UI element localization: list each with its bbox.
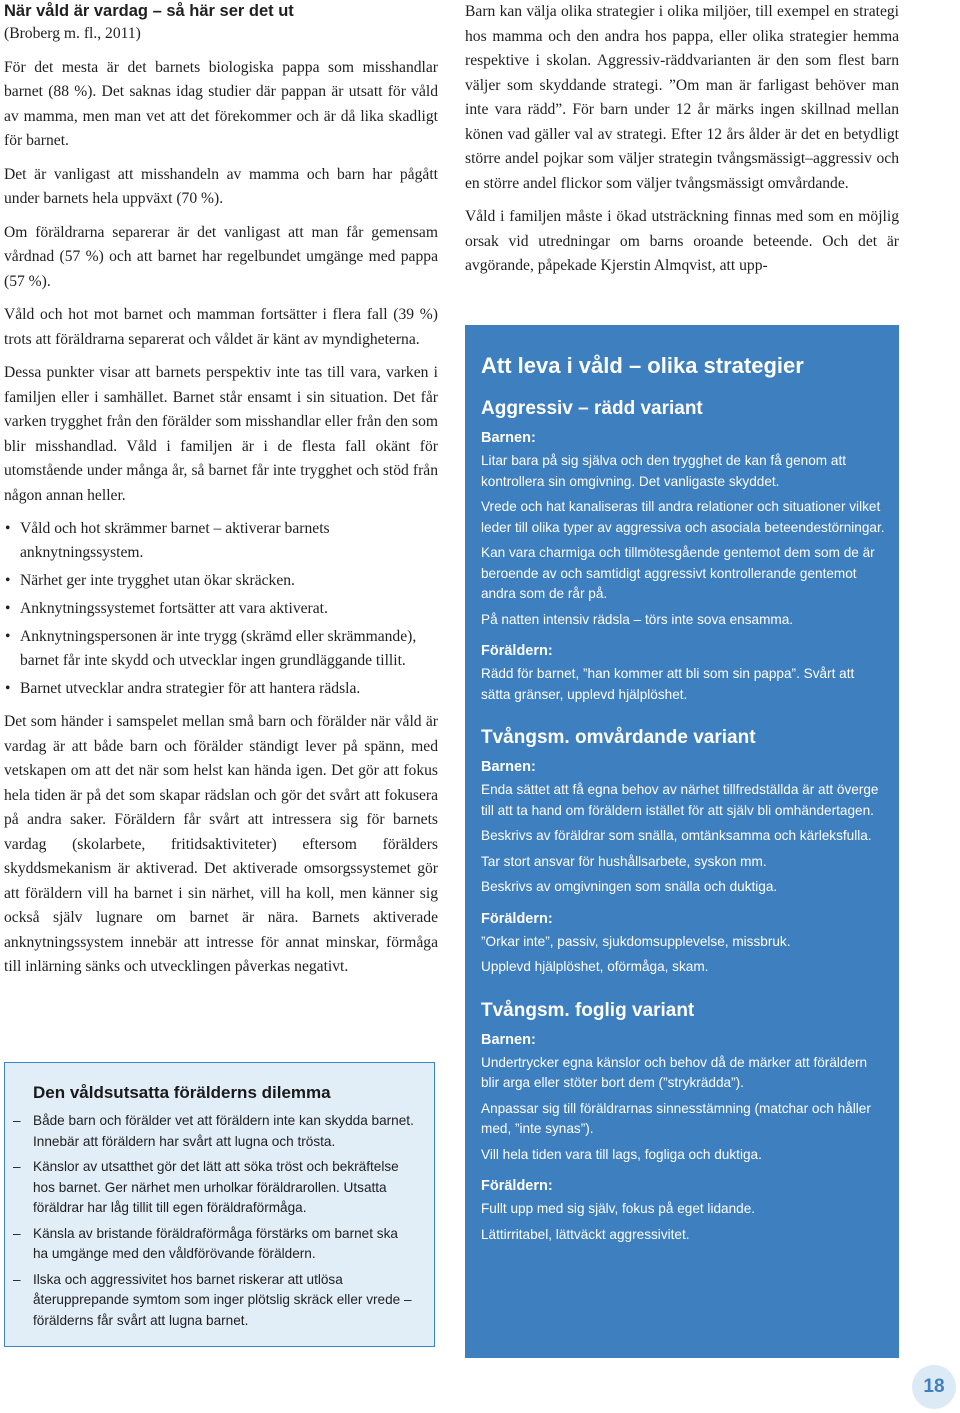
list-item: • Närhet ger inte trygghet utan ökar skräcken. (4, 569, 438, 593)
right-paragraph-1: Barn kan välja olika strategier i olika miljöer, till exempel en strategi hos mamma och den andra hos pappa, eller olika strategier hemma respektive i skolan. Aggressiv-räddvarianten är den som flest barn väljer som skyddande strategi. ”Om man är farligast behöver man inte vara rädd”. För barn under 12 år märks ingen skillnad mellan könen vad gäller val av strategi. Efter 12 års ålder är det en betydligt större andel pojkar som väljer strategin tvångsmässigt–aggressiv och en större andel flickor som väljer tvångsmässigt omvårdande. (465, 3, 899, 192)
citation: (Broberg m. fl., 2011) (4, 25, 141, 42)
parent-item: Rädd för barnet, ”han kommer att bli som sin pappa”. Svårt att sätta gränser, upplevd hjälplöshet. (481, 666, 855, 702)
panel-title: Att leva i våld – olika strategier (481, 353, 804, 378)
paragraph-5: Dessa punkter visar att barnets perspektiv inte tas till vara, varken i familjen eller i samhället. Barnet står ensamt i sin situation. Det får varken trygghet från den förälder som misshandlar eller från den som blir misshandlad. Våld i familjen är i de flesta fall okänt för utomstående under många år, så barnet får inte trygghet och stöd från någon annan heller. (4, 364, 438, 504)
parent-label: Föräldern: (481, 1178, 553, 1194)
list-item: – Känsla av bristande föräldraförmåga förstärks om barnet ska ha umgänge med den våldförövande föräldern. (13, 1225, 398, 1261)
dilemma-box (4, 1062, 435, 1347)
paragraph-4: Våld och hot mot barnet och mamman fortsätter i flera fall (39 %) trots att föräldrarna separerat och våldet är känt av myndigheterna. (4, 306, 438, 348)
child-item: Tar stort ansvar för hushållsarbete, syskon mm. (481, 853, 767, 869)
child-label: Barnen: (481, 759, 536, 775)
parent-item: Lättirritabel, lättväckt aggressivitet. (481, 1226, 690, 1242)
child-item: Beskrivs av omgivningen som snälla och duktiga. (481, 879, 778, 894)
bullet-icon: • (5, 628, 11, 645)
variant-title: Aggressiv – rädd variant (481, 398, 703, 419)
parent-label: Föräldern: (481, 910, 553, 927)
bullet-icon: • (5, 600, 11, 617)
dash-icon: – (13, 1159, 21, 1174)
child-item: Vrede och hat kanaliseras till andra relationer och situationer vilket leder till olika typer av aggressiva och asociala beteendestörningar. (481, 499, 885, 535)
list-item: – Ilska och aggressivitet hos barnet riskerar att utlösa återupprepande symtom som inger plötslig skräck eller vrede – förälderns får svårt att lugna barnet. (13, 1271, 412, 1328)
list-item: • Barnet utvecklar andra strategier för att hantera rädsla. (4, 677, 438, 701)
right-column (465, 0, 899, 288)
child-item: Enda sättet att få egna behov av närhet tillfredställda är att överge till att ta hand om föräldern istället för att själv bli omhändertagen. (481, 782, 879, 818)
right-paragraph-2: Våld i familjen måste i ökad utsträckning finnas med som en möjlig orsak vid utredningar om barns oroande beteende. Och det är avgörande, påpekade Kjerstin Almqvist, att upp- (465, 208, 899, 274)
list-item: • Våld och hot skrämmer barnet – aktiverar barnets anknytningssystem. (4, 517, 438, 565)
parent-item: ”Orkar inte”, passiv, sjukdomsupplevelse, missbruk. (481, 933, 791, 949)
variant-title: Tvångsm. foglig variant (481, 999, 695, 1021)
child-item: Beskrivs av föräldrar som snälla, omtänksamma och kärleksfulla. (481, 828, 872, 843)
child-item: På natten intensiv rädsla – törs inte sova ensamma. (481, 611, 794, 627)
child-item: Undertrycker egna känslor och behov då de märker att föräldern blir arga eller stöter bort dem (”strykrädda”). (481, 1054, 868, 1090)
paragraph-3: Om föräldrarna separerar är det vanligast att man får gemensam vårdnad (57 %) och att barnet har regelbundet umgänge med pappa (57 %). (4, 223, 438, 290)
child-item: Anpassar sig till föräldrarnas sinnesstämning (matchar och håller med, ”inte synas”). (481, 1100, 871, 1136)
parent-label: Föräldern: (481, 643, 553, 659)
child-item: Vill hela tiden vara till lags, fogliga och duktiga. (481, 1146, 762, 1162)
child-item: Litar bara på sig själva och den trygghet de kan få genom att kontrollera sin omgivning. Det vanligaste skyddet. (481, 453, 846, 489)
paragraph-bottom: Det som händer i samspelet mellan små barn och förälder när våld är vardag är att både barn och förälder ständigt lever på spänn, med vetskapen om att det när som helst kan hända igen. Det gör att fokus hela tiden är på det som skapar rädslan och gör det svårt att fokusera på andra saker. Föräldern får svårt att intressera sig för barnets vardag (skolarbete, fritidsaktiviteter) eftersom förälders skyddsmekanism är aktiverad. Det aktiverade omsorgssystemet gör att föräldern vill ha barnet i sin närhet, vill ha koll, men känner sig också själv lugnare om barnet är nära. Barnets aktiverade anknytningssystem innebär att intresse för annat minskar, förmåga till inlärning sänks och utvecklingen påverkas negativt. (4, 713, 438, 975)
bullet-list (4, 517, 438, 701)
list-item: • Anknytningspersonen är inte trygg (skrämd eller skrämmande), barnet får inte skydd och utvecklar ingen grundläggande tillit. (4, 625, 438, 673)
child-label: Barnen: (481, 430, 536, 446)
bullet-icon: • (5, 520, 11, 537)
child-item: Kan vara charmiga och tillmötesgående gentemot dem som de är beroende av och samtidigt aggressivt kontrollerande gentemot andra som de rår på. (481, 545, 875, 601)
variant-title: Tvångsm. omvårdande variant (481, 727, 756, 748)
list-item: • Anknytningssystemet fortsätter att vara aktiverat. (4, 597, 438, 621)
dilemma-title: Den våldsutsatta förälderns dilemma (33, 1083, 331, 1102)
parent-item: Fullt upp med sig själv, fokus på eget lidande. (481, 1201, 756, 1216)
list-item: – Känslor av utsatthet gör det lätt att söka tröst och bekräftelse hos barnet. Ger närhet men urholkar föräldrarollen. Utsatta föräldrar har låg tillit till egen föräldraförmåga. (13, 1159, 399, 1215)
dilemma-list (5, 1111, 416, 1331)
section-heading: När våld är vardag – så här ser det ut (4, 2, 294, 20)
parent-item: Upplevd hjälplöshet, oförmåga, skam. (481, 959, 709, 974)
dash-icon: – (13, 1225, 21, 1241)
dash-icon: – (13, 1271, 21, 1287)
page-number: 18 (912, 1365, 956, 1409)
bullet-icon: • (5, 572, 11, 589)
paragraph-2: Det är vanligast att misshandeln av mamma och barn har pågått under barnets hela uppväxt (70 %). (4, 165, 438, 207)
paragraph-1: För det mesta är det barnets biologiska pappa som misshandlar barnet (88 %). Det saknas idag studier där pappan är utsatt för våld av mamma, men man vet att det förekommer och är då lika skadligt för barnet. (4, 58, 438, 149)
dash-icon: – (13, 1113, 21, 1128)
strategy-panel (465, 325, 899, 1358)
list-item: – Både barn och förälder vet att föräldern inte kan skydda barnet. Innebär att föräldern har svårt att lugna och trösta. (13, 1113, 414, 1149)
child-label: Barnen: (481, 1031, 536, 1048)
bullet-icon: • (5, 680, 11, 697)
left-column (4, 0, 438, 989)
